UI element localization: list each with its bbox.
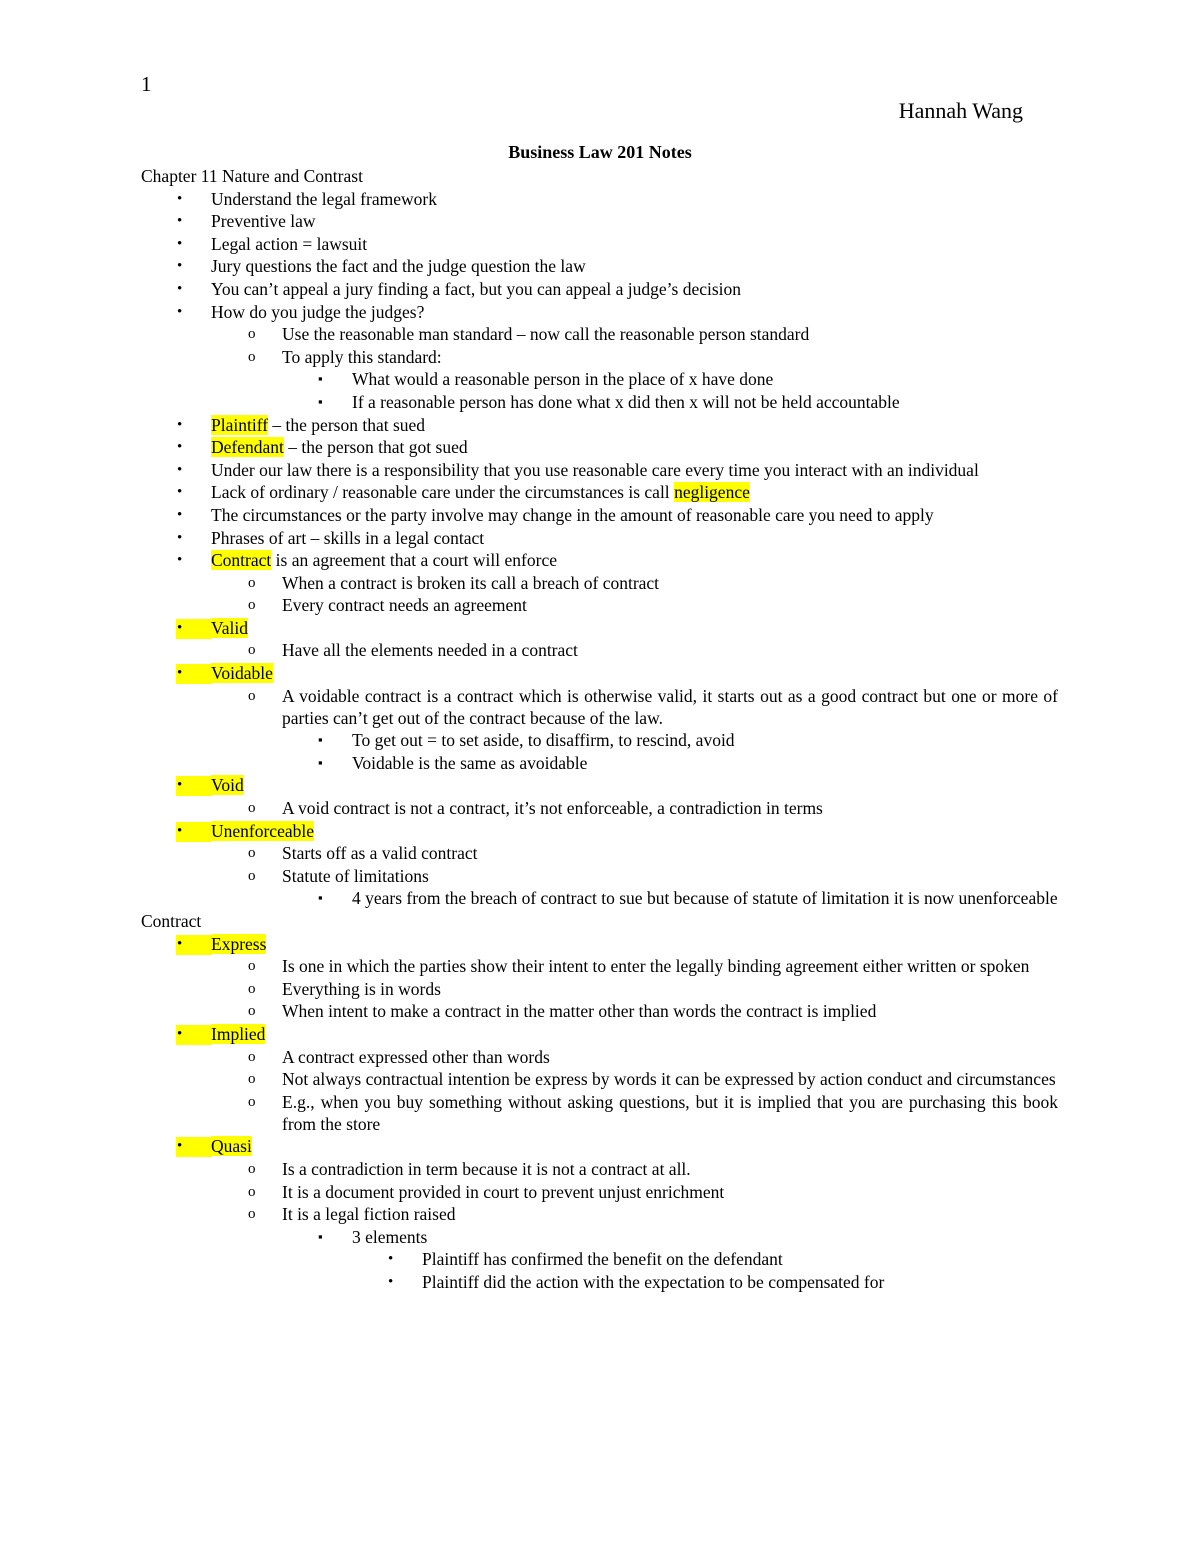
list-item [141, 1135, 1058, 1157]
bullet-icon: • [177, 461, 183, 478]
square-bullet-icon: ▪ [318, 732, 323, 748]
highlighted-term: Implied [211, 1023, 266, 1044]
list-item: ▪ 3 elements [318, 1226, 428, 1247]
list-item: ▪ What would a reasonable person in the place of x have done [318, 369, 774, 390]
circle-bullet-icon: o [248, 1003, 256, 1020]
list-item: • The circumstances or the party involve may change in the amount of reasonable care you need to apply [177, 504, 934, 525]
circle-bullet-icon: o [248, 1048, 256, 1065]
bullet-icon: • [177, 777, 183, 794]
list-item [141, 820, 1058, 842]
square-bullet-icon: ▪ [318, 393, 323, 409]
circle-bullet-icon: o [248, 642, 256, 659]
bullet-icon: • [177, 235, 183, 252]
list-item: o It is a document provided in court to prevent unjust enrichment [248, 1181, 725, 1202]
document-title: Business Law 201 Notes [508, 142, 692, 162]
list-item: • Legal action = lawsuit [177, 233, 368, 254]
circle-bullet-icon: o [248, 348, 256, 365]
list-item [141, 1023, 1058, 1045]
list-item: o Every contract needs an agreement [248, 595, 527, 616]
list-item: • Plaintiff did the action with the expectation to be compensated for [388, 1271, 885, 1292]
list-item: o When a contract is broken its call a breach of contract [248, 572, 660, 593]
list-item: o Not always contractual intention be express by words it can be expressed by action conduct and circumstances [248, 1069, 1056, 1090]
list-item: o A contract expressed other than words [248, 1046, 550, 1067]
list-item: o Is a contradiction in term because it is not a contract at all. [248, 1158, 691, 1179]
list-item: o Everything is in words [248, 978, 441, 999]
circle-bullet-icon: o [248, 687, 256, 704]
list-item: o It is a legal fiction raised [248, 1204, 456, 1225]
list-item: o Statute of limitations [248, 865, 429, 886]
list-item: • Plaintiff has confirmed the benefit on the defendant [388, 1249, 783, 1270]
list-item: • Plaintiff – the person that sued [177, 414, 426, 435]
circle-bullet-icon: o [248, 980, 256, 997]
highlighted-term: Unenforceable [211, 820, 314, 841]
bullet-icon: • [177, 416, 183, 433]
author-name: Hannah Wang [898, 98, 1023, 123]
circle-bullet-icon: o [248, 845, 256, 862]
list-item: • Understand the legal framework [177, 188, 437, 209]
bullet-icon: • [177, 619, 183, 636]
highlighted-term: Quasi [211, 1136, 252, 1157]
circle-bullet-icon: o [248, 958, 256, 975]
highlighted-term: Contract [211, 550, 272, 571]
square-bullet-icon: ▪ [318, 890, 323, 906]
list-item [141, 774, 1058, 796]
bullet-icon: • [177, 484, 183, 501]
list-item: • Preventive law [177, 211, 316, 232]
list-item: • How do you judge the judges? [177, 301, 425, 322]
highlighted-term: Plaintiff [211, 414, 269, 435]
list-item: o Have all the elements needed in a contract [248, 640, 578, 661]
list-item: • Phrases of art – skills in a legal contact [177, 527, 485, 548]
list-item: o A void contract is not a contract, it’s not enforceable, a contradiction in terms [248, 798, 823, 819]
bullet-icon: • [388, 1273, 394, 1290]
list-item [141, 933, 1058, 955]
list-item: ▪ If a reasonable person has done what x did then x will not be held accountable [318, 391, 900, 412]
bullet-icon: • [177, 1138, 183, 1155]
bullet-icon: • [177, 665, 183, 682]
highlighted-term: Valid [211, 617, 248, 638]
bullet-icon: • [177, 529, 183, 546]
bullet-icon: • [388, 1251, 394, 1268]
list-item: • You can’t appeal a jury finding a fact, but you can appeal a judge’s decision [177, 278, 742, 299]
list-item: • Lack of ordinary / reasonable care under the circumstances is call negligence [177, 482, 750, 503]
list-item [141, 617, 1058, 639]
list-item: o To apply this standard: [248, 346, 442, 367]
highlighted-term: Defendant [211, 437, 284, 458]
list-item: • Defendant – the person that got sued [177, 437, 468, 458]
list-item: o Use the reasonable man standard – now call the reasonable person standard [248, 324, 810, 345]
circle-bullet-icon: o [248, 1071, 256, 1088]
list-item: • Under our law there is a responsibility that you use reasonable care every time you interact with an individual [177, 459, 979, 480]
square-bullet-icon: ▪ [318, 754, 323, 770]
highlighted-term: Express [211, 933, 267, 954]
highlighted-term: Void [211, 775, 244, 796]
bullet-icon: • [177, 258, 183, 275]
page-number: 1 [141, 72, 152, 96]
list-item [141, 662, 1058, 684]
circle-bullet-icon: o [248, 1160, 256, 1177]
notes-body [141, 165, 1058, 1294]
circle-bullet-icon: o [248, 800, 256, 817]
bullet-icon: • [177, 213, 183, 230]
list-item: • Jury questions the fact and the judge question the law [177, 256, 586, 277]
bullet-icon: • [177, 303, 183, 320]
list-item: o When intent to make a contract in the matter other than words the contract is implied [248, 1001, 877, 1022]
list-item: o A voidable contract is a contract which is otherwise valid, it starts out as a good contract but one or more of parties can’t get out of the contract because of the law. [248, 685, 1058, 728]
highlighted-term: negligence [674, 482, 750, 503]
circle-bullet-icon: o [248, 1183, 256, 1200]
list-item: ▪ 4 years from the breach of contract to sue but because of statute of limitation it is now unenforceable [318, 888, 1058, 909]
list-item: • Contract is an agreement that a court will enforce [177, 550, 557, 571]
bullet-icon: • [177, 280, 183, 297]
list-item: ▪ Voidable is the same as avoidable [318, 752, 588, 773]
chapter-heading: Chapter 11 Nature and Contrast [141, 166, 363, 186]
circle-bullet-icon: o [248, 326, 256, 343]
section-heading: Contract [141, 911, 202, 931]
list-item: o E.g., when you buy something without asking questions, but it is implied that you are purchasing this book from the store [248, 1091, 1058, 1134]
bullet-icon: • [177, 439, 183, 456]
bullet-icon: • [177, 552, 183, 569]
square-bullet-icon: ▪ [318, 371, 323, 387]
circle-bullet-icon: o [248, 867, 256, 884]
bullet-icon: • [177, 506, 183, 523]
bullet-icon: • [177, 935, 183, 952]
list-item: o Is one in which the parties show their intent to enter the legally binding agreement either written or spoken [248, 956, 1030, 977]
bullet-icon: • [177, 1025, 183, 1042]
circle-bullet-icon: o [248, 1206, 256, 1223]
square-bullet-icon: ▪ [318, 1228, 323, 1244]
circle-bullet-icon: o [248, 1093, 256, 1110]
circle-bullet-icon: o [248, 597, 256, 614]
list-item: o Starts off as a valid contract [248, 843, 478, 864]
list-item: ▪ To get out = to set aside, to disaffirm, to rescind, avoid [318, 730, 735, 751]
bullet-icon: • [177, 190, 183, 207]
bullet-icon: • [177, 822, 183, 839]
circle-bullet-icon: o [248, 574, 256, 591]
highlighted-term: Voidable [211, 663, 273, 684]
